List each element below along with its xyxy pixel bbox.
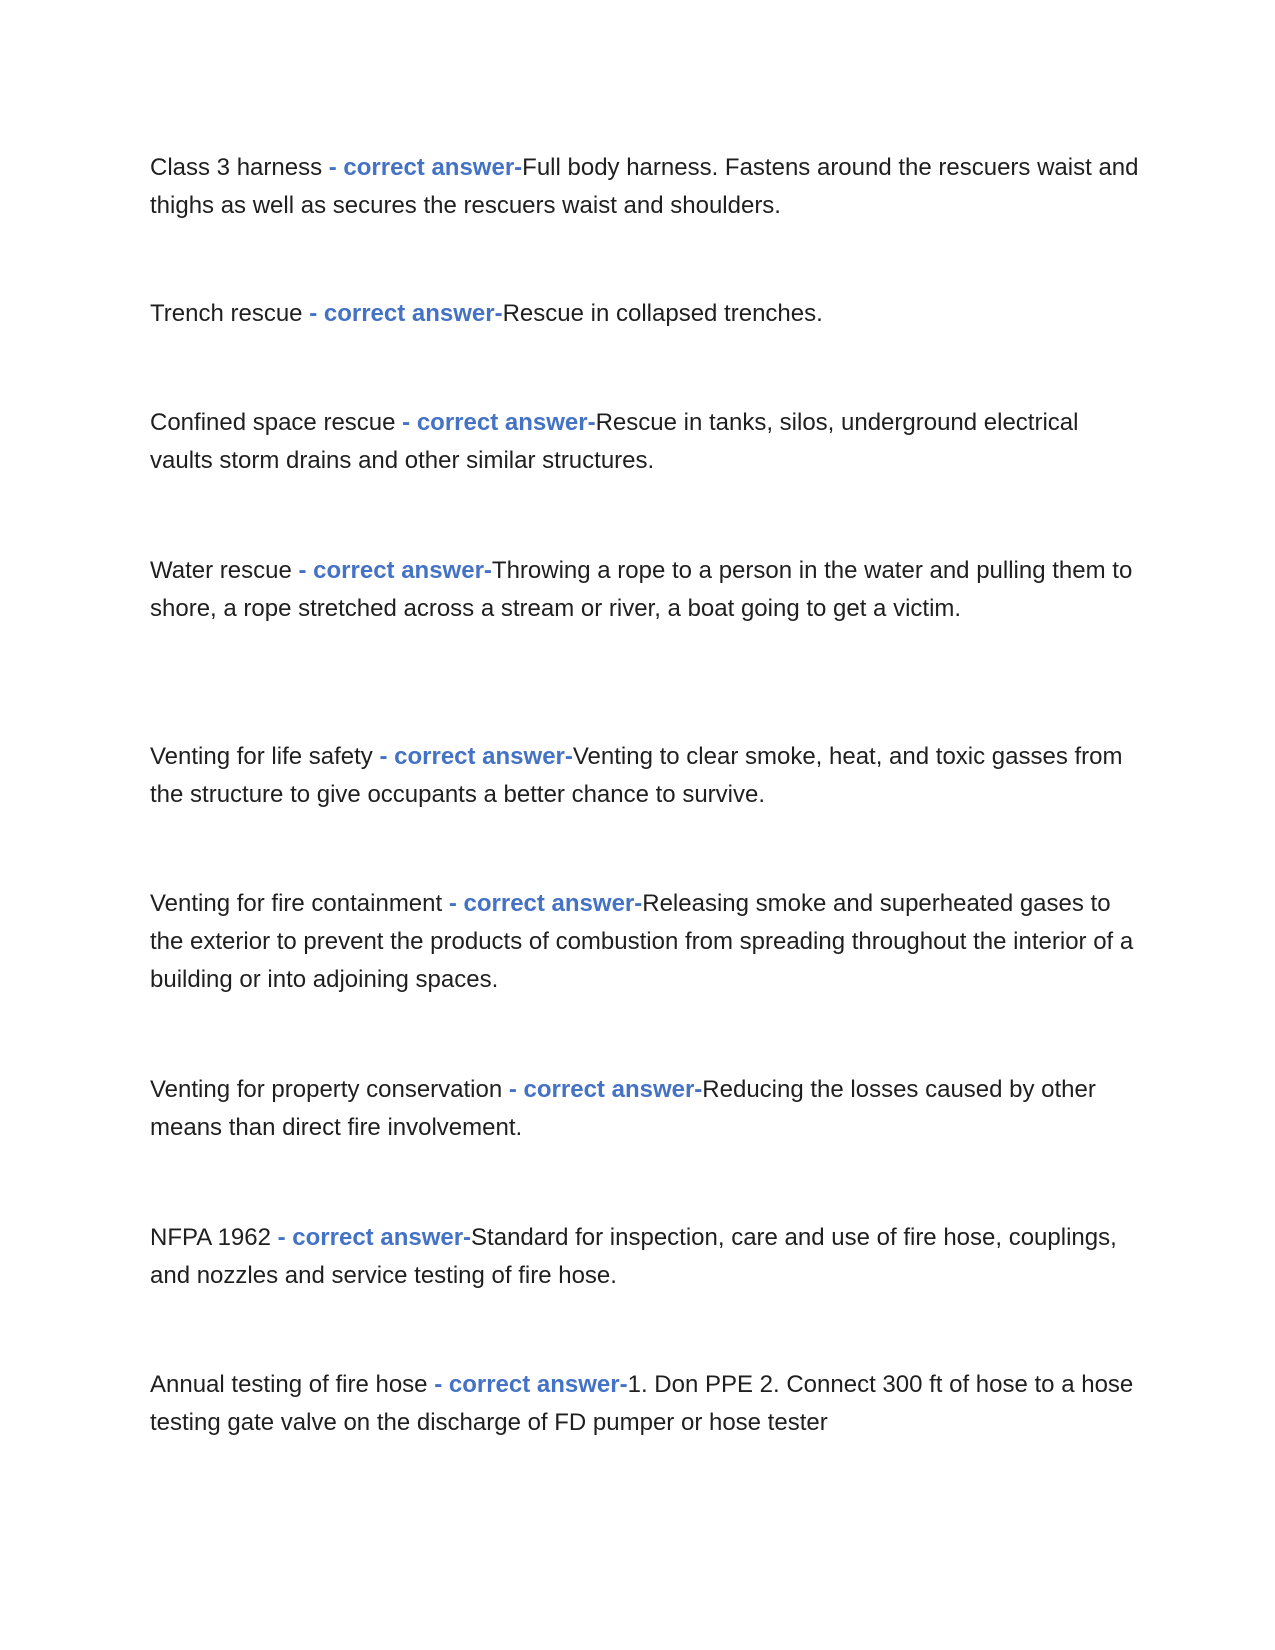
term: NFPA 1962 — [150, 1224, 271, 1251]
term: Venting for fire containment — [150, 890, 443, 917]
definition: Venting to clear smoke, heat, and toxic gasses from the structure to give occupants a better chance to survive. — [150, 743, 1123, 808]
term: Annual testing of fire hose — [150, 1371, 428, 1398]
flashcard-entry — [150, 149, 1140, 225]
definition: Rescue in collapsed trenches. — [502, 300, 823, 327]
flashcard-entry — [150, 1071, 1140, 1147]
definition: 1. Don PPE 2. Connect 300 ft of hose to a hose testing gate valve on the discharge of FD pumper or hose tester — [150, 1371, 1134, 1436]
term: Venting for property conservation — [150, 1076, 503, 1103]
definition: Full body harness. Fastens around the rescuers waist and thighs as well as secures the rescuers waist and shoulders. — [150, 154, 1139, 219]
term: Confined space rescue — [150, 409, 396, 436]
flashcard-entry — [150, 738, 1140, 814]
term: Venting for life safety — [150, 743, 373, 770]
definition: Standard for inspection, care and use of fire hose, couplings, and nozzles and service testing of fire hose. — [150, 1224, 1117, 1289]
answer-separator: - correct answer- — [508, 1076, 703, 1103]
term: Trench rescue — [150, 300, 303, 327]
flashcard-entry — [150, 295, 1140, 333]
definition: Releasing smoke and superheated gases to the exterior to prevent the products of combustion from spreading throughout the interior of a building or into adjoining spaces. — [150, 890, 1134, 993]
answer-separator: - correct answer- — [379, 743, 573, 770]
answer-separator: - correct answer- — [277, 1224, 472, 1251]
answer-separator: - correct answer- — [298, 557, 492, 584]
answer-separator: - correct answer- — [309, 300, 503, 327]
flashcard-entry — [150, 1366, 1140, 1442]
answer-separator: - correct answer- — [328, 154, 523, 181]
answer-separator: - correct answer- — [448, 890, 643, 917]
term: Class 3 harness — [150, 154, 323, 181]
flashcard-entry — [150, 404, 1140, 480]
answer-separator: - correct answer- — [402, 409, 596, 436]
definition: Throwing a rope to a person in the water and pulling them to shore, a rope stretched across a stream or river, a boat going to get a victim. — [150, 557, 1133, 622]
answer-separator: - correct answer- — [434, 1371, 628, 1398]
term: Water rescue — [150, 557, 292, 584]
flashcard-entry — [150, 1219, 1140, 1295]
flashcard-entry — [150, 552, 1140, 628]
flashcard-entry — [150, 885, 1140, 999]
definition: Reducing the losses caused by other means than direct fire involvement. — [150, 1076, 1096, 1141]
definition: Rescue in tanks, silos, underground electrical vaults storm drains and other similar structures. — [150, 409, 1079, 474]
